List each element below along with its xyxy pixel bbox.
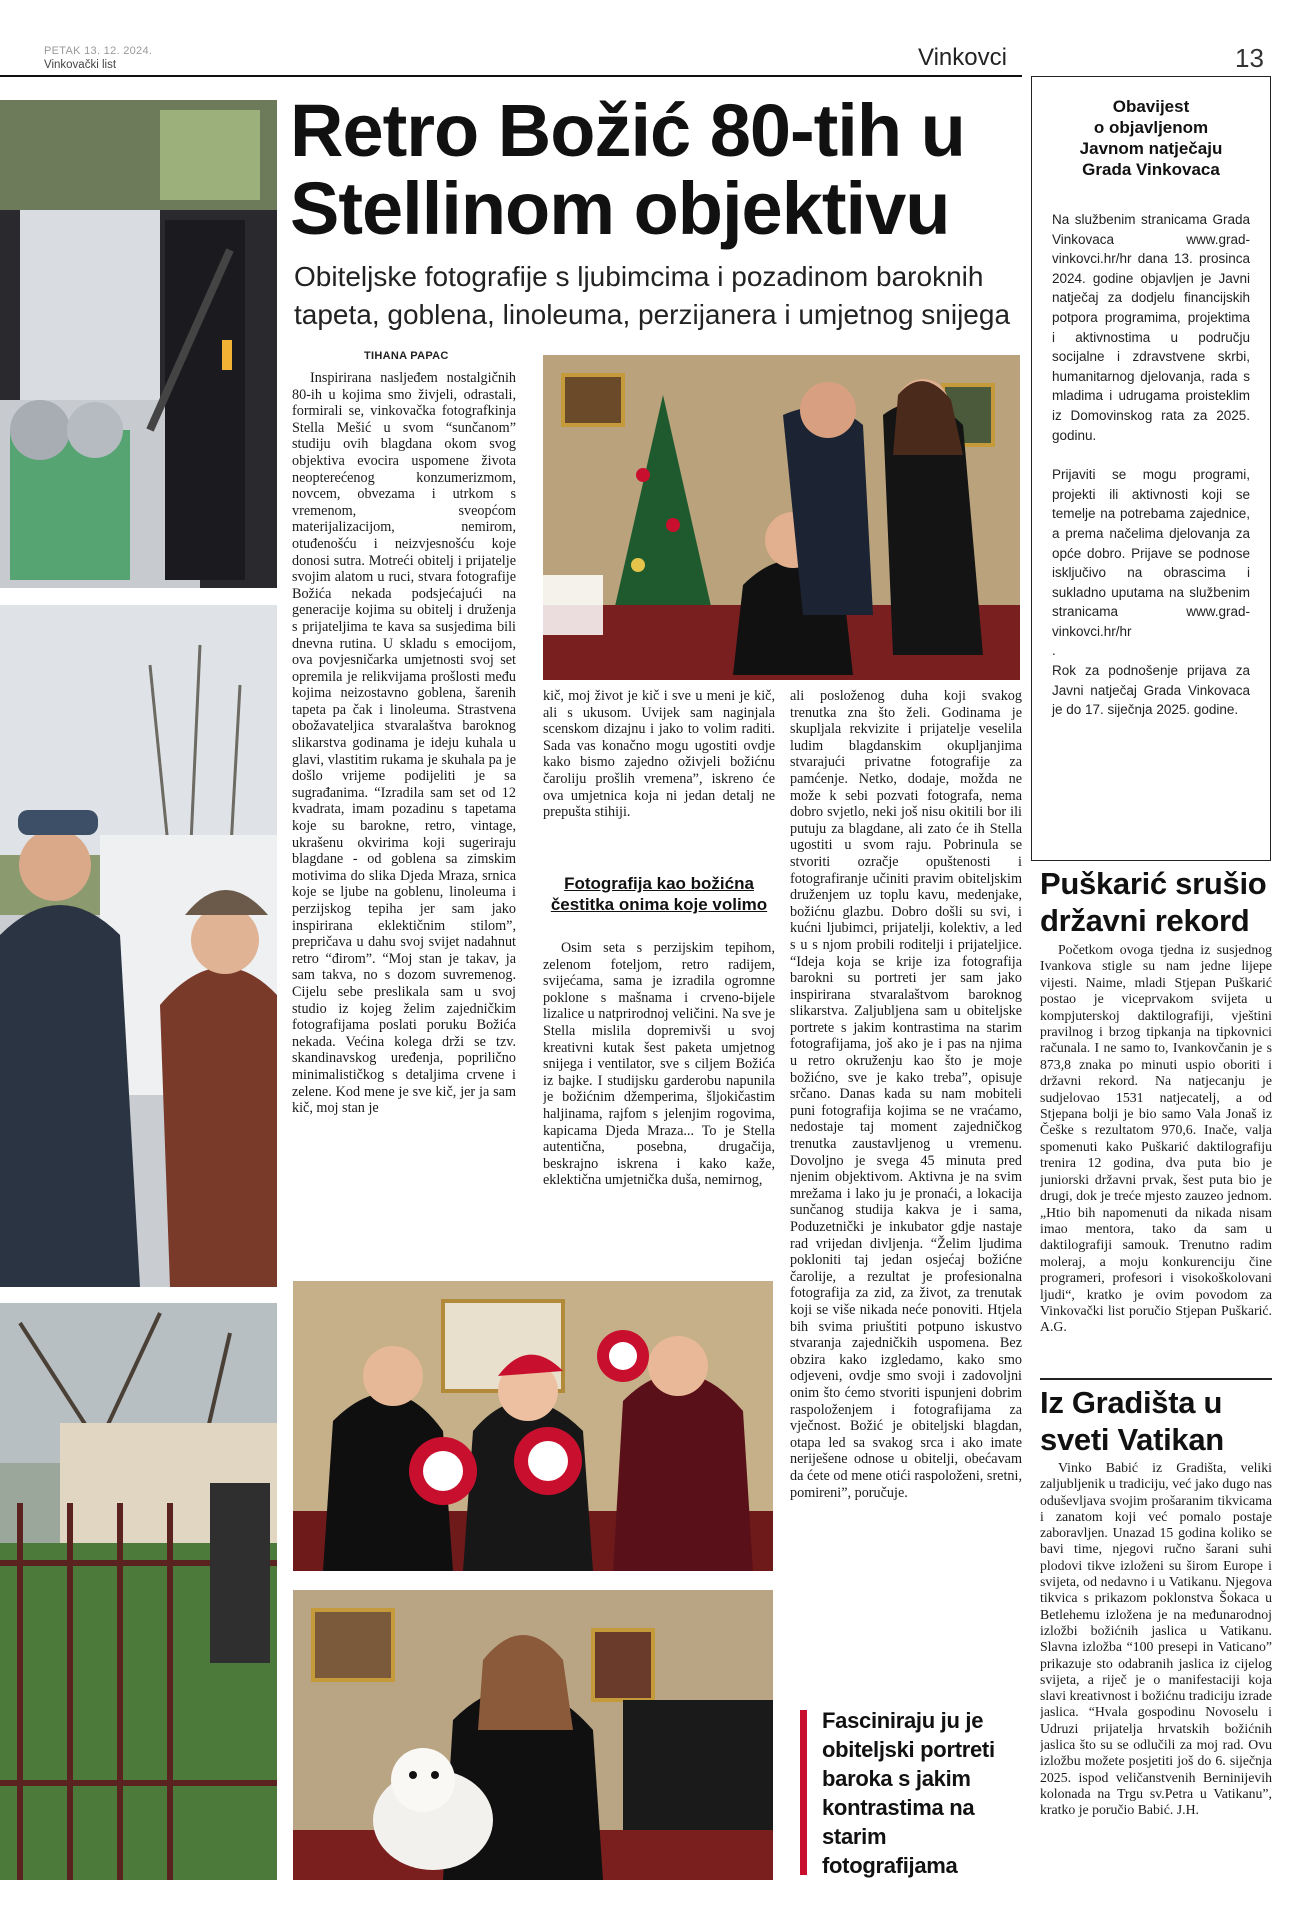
main-headline [290,89,1020,250]
main-subhead-line2: tapeta, goblena, linoleuma, perzijanera i umjetnog snijega [294,299,1011,330]
section-name: Vinkovci [918,44,1007,71]
main-subhead [294,258,1024,334]
record-headline-line2: državni rekord [1040,903,1250,938]
article-column-1 [292,370,516,1270]
pullquote-bar [800,1710,807,1875]
article-col2b-text: Osim seta s perzijskim tepihom, zelenom foteljom, retro radijem, svijećama, sama je izradila ogromne poklone s mašnama i crveno-bijele lizalice u natprirodnoj veličini. Na sve je Stella mislila dopremivši u svoj kreativni kutak šest paketa umjetnog snijega i ventilator, sve s ciljem Božića iz bajke. I studijsku garderobu napunila je božićnim džemperima, šljokičastim haljinama, rajfom s jelenjim rogovima, kapicama Djeda Mraza... To je Stella autentična, posebna, drugačija, beskrajno iskrena i kako kaže, eklektična umjetnička duša, nemirnog, [543,940,775,1189]
header-date: PETAK 13. 12. 2024. [44,45,153,57]
article-column-2b [543,940,775,1276]
vatican-headline-line2: sveti Vatikan [1040,1422,1224,1457]
photo-girls-lollipops [293,1281,773,1571]
main-headline-line1: Retro Božić 80-tih u [290,89,965,172]
notice-title-line1: Obavijest [1112,97,1190,116]
header-paper: Vinkovački list [44,59,117,71]
vatican-body [1040,1460,1272,1890]
notice-title [1031,96,1271,180]
main-headline-line2: Stellinom objektivu [290,167,950,250]
article-column-3 [790,688,1022,1680]
record-body-text: Početkom ovoga tjedna iz susjednog Ivankova stigle su nam jedne lijepe vijesti. Naime, mladi Stjepan Puškarić postao je viceprvakom svijeta u kompjuterskoj daktilografiji, vještini pravilnog i brzog tipkanja na tipkovnici računala. I ne samo to, Ivankovčanin je s 873,8 znaka po minuti uspio oboriti i državni rekord. Na natjecanju je sudjelovao 1531 natjecatelj, a od Stjepana bolji je bio samo Vala Jonaš iz Češke s rezultatom 970,6. Inače, valja spomenuti kako Puškarić daktilografiju trenira 12 godina, dva puta bio je juniorski državni prvak, šest puta bio je drugi, dok je treće mjesto zauzeo jednom. „Htio bih napomenuti da nikada nisam imao mentora, tako da sam u daktilografiji samouk. Trenutno radim moleraj, a moju konkurenciju čine programeri, profesori i visokoškolovani ljudi“, kratko je ovim povodom za Vinkovački list poručio Stjepan Puškarić. A.G. [1040,942,1272,1335]
photo-van-interior [0,100,277,588]
notice-title-line4: Grada Vinkovaca [1082,160,1220,179]
record-body [1040,942,1272,1377]
article-col3-text: ali posloženog duha koji svakog trenutka zna što želi. Godinama je skupljala rekvizite i prijatelje veselila ludim blagdanskim okupljanjima stvarajući privatne fotografije za pamćenje. Netko, dodaje, možda ne može k sebi pozvati fotografa, nema dobro svjetlo, neki još nisu okitili bor ili putuju za blagdane, ali zato će ih Stella ugostiti u svom raju. Pobrinula se stvoriti ozračje opuštenosti i fotografiranje učiniti pravim obiteljskim druženjem uz toplu kavu, medenjake, božićnu glazbu. Dobro došli su svi, i kućni ljubimci, prijatelji, kolektiv, a led s u s njom probili roditelji i prijateljice. “Ideja koja se krije iza fotografija barokni su portreti jer sam jako inspirirana stvaralaštvom baroknog slikarstva. Zaljubljena sam u obiteljske portrete s jakim kontrastima na starim fotografijama, još ako je i pas na njima u retro okruženju kao što je moje božićno, sve je kako treba”, opisuje srčano. Danas kada su nam mobiteli puni fotografija kojima se ne vraćamo, nedostaje taj moment zajedničkog trenutka zaustavljenog u vremenu. Dovoljno je svega 45 minuta pred njenim objektivom. Aktivna je na svim mrežama i lako ju je pronaći, a lokacija sunčanog studija kakva je i sama, Poduzetnički je inkubator gdje nastaje rad vrijedan divljenja. “Želim ljudima pokloniti taj jedan osjećaj božićne čarolije, a rezultat je profesionalna fotografija za zid, za život, za trenutak koji se više nikada neće ponoviti. Htjela bih svima priuštiti potpuno iskustvo stvaranja zajedničkih uspomena. Bez obzira kako izgledamo, kako smo odjeveni, ovdje smo svoji i zadovoljni onim što ćemo stvoriti ispunjeni dobrim raspoloženjem i fotografijama za vječnost. Božić je obiteljski blagdan, otapa led sa svakog srca i ako imate neriješene odnose u obitelji, obećavam da ćete od mene otići raspoloženi, sretni, pomireni”, poručuje. [790,688,1022,1501]
photo-girl-with-dog [293,1590,773,1880]
article-col1-text: Inspirirana nasljeđem nostalgičnih 80-ih u kojima smo živjeli, odrastali, formirali se, vinkovačka fotografkinja Stella Mešić u svom “sunčanom” studiju ovih blagdana okom svog objektiva evocira uspomene života neopterećenog konzumerizmom, novcem, obvezama i utrkom s vremenom, sveopćom materijalizacijom, nemirom, otuđenošću i neizvjesnošću koje donosi sutra. Motreći obitelj i prijatelje svojim alatom u ruci, stvara fotografije Božića nekada podsjećajući na generacije kojima su obitelj i druženja s prijateljima te kava sa susjedima bili dnevna rutina. U skladu s emocijom, ova povjesničarka umjetnosti svoj set opremila je relikvijama prošlosti među kojima neizostavno goblena, šarenih tapeta pa čak i linoleuma. Strastvena obožavateljica stvaralaštva baroknog slikarstva godinama je ideju kuhala u glavi, vlastitim rukama je skuhala pa je došlo vrijeme podijeliti je sa sugrađanima. “Izradila sam set od 12 kvadrata, imam pozadinu s tapetama koje su barokne, retro, vintage, ukrašenu okvirima koji sugeriraju blagdane - od goblena sa zimskim motivima do slika Djeda Mraza, srnica koje se ljube na goblenu, linoleuma i perzijskog tepiha jer sam jako inspirirana eklektičnim stilom”, prepričava u dahu svoj svijet nadahnut retro “đirom”. “Moj stan je takav, ja sam takva, no s dozom suvremenog. Cijelu sebe preslikala sam u svoj studio iz kojeg želim zajedničkim fotografijama poslati poruku Božića nekada. Većina kolega drži se tzv. skandinavskog uređenja, poprilično minimalističkog s detaljima crvene i zelene. Kod mene je sve kič, jer ja sam kič, moj stan je [292,370,516,1117]
byline: TIHANA PAPAC [364,350,449,362]
intertitle [546,873,772,915]
notice-title-line3: Javnom natječaju [1079,139,1223,158]
notice-para-3: Rok za podnošenje prijava za Javni natječaj Grada Vinkovaca je do 17. siječnja 2025. godine. [1052,663,1250,718]
pullquote: Fasciniraju ju je obiteljski portreti baroka s jakim kontrastima na starim fotografijama [822,1708,995,1878]
record-headline-line1: Puškarić srušio [1040,866,1267,901]
vatican-body-text: Vinko Babić iz Gradišta, veliki zaljubljenik u tradiciju, već jako dugo nas oduševljava svojim prošaranim tikvicama i zanatom koji već pomalo postaje zaboravljen. Unazad 15 godina koliko se bavi time, njegovi ručno šarani suhi plodovi tikve izloženi su širom Europe i svijeta, od nedavno i u Vatikanu. Njegova tikvica s prikazom poklonstva Šokaca u Betlehemu izložena je na međunarodnoj izložbi božićnih jaslica u Vatikanu. Slavna izložba “100 presepi in Vaticano” prikazuje sto odabranih jaslica iz cijelog svijeta, a riječ je o manifestaciji koja slavi kreativnost i božićnu tradiciju izrade jaslica. “Hvala gospodinu Novoselu i Udruzi prijatelja hrvatskih božićnih jaslica što su se odlučili za moj rad. Ovu izložbu možete posjetiti još do 6. siječnja 2025. ispod veličanstvenih Berninijevih kolonada na Trgu sv.Petra u Vatikanu”, kratko je poručio Babić. J.H. [1040,1460,1272,1818]
notice-body [1052,210,1250,720]
record-rule [1040,1378,1272,1380]
record-headline [1040,865,1280,939]
article-column-2a [543,688,775,856]
intertitle-text: Fotografija kao božićna čestitka onima koje volimo [550,874,768,914]
main-subhead-line1: Obiteljske fotografije s ljubimcima i pozadinom baroknih [294,261,984,292]
notice-dot: . [1052,643,1056,659]
header-rule [0,75,1022,77]
vatican-headline [1040,1384,1280,1458]
photo-garden-gate [0,1303,277,1880]
notice-para-2: Prijaviti se mogu programi, projekti ili aktivnosti koji se temelje na potrebama zajednice, a prema načelima djelovanja za opće dobro. Prijave se podnose isključivo na obrascima i sukladno uputama na službenim stranicama www.grad-vinkovci.hr/hr [1052,467,1250,639]
notice-title-line2: o objavljenom [1093,118,1209,137]
notice-para-1: Na službenim stranicama Grada Vinkovaca www.grad-vinkovci.hr/hr dana 13. prosinca 2024. godine objavljen je Javni natječaj za dodjelu financijskih potpora programima, projektima i aktivnostima u području socijalne i zdravstvene skrbi, humanitarnog djelovanja, rada s mladima i udrugama proisteklim iz Domovinskog rata za 2025. godinu. [1052,212,1250,443]
article-col2a-text: kič, moj život je kič i sve u meni je kič, ali s ukusom. Uvijek sam naginjala scenskom dizajnu i jako to volim raditi. Sada vas konačno mogu ugostiti ovdje kako bismo zajedno oživjeli božićnu čaroliju prošlih vremena”, iskreno će ova umjetnica koja ni jedan detalj ne prepušta stihiji. [543,688,775,821]
photo-family-christmas [543,355,1020,680]
vatican-headline-line1: Iz Gradišta u [1040,1385,1223,1420]
photo-elderly-couple [0,605,277,1287]
page-number: 13 [1235,43,1264,73]
